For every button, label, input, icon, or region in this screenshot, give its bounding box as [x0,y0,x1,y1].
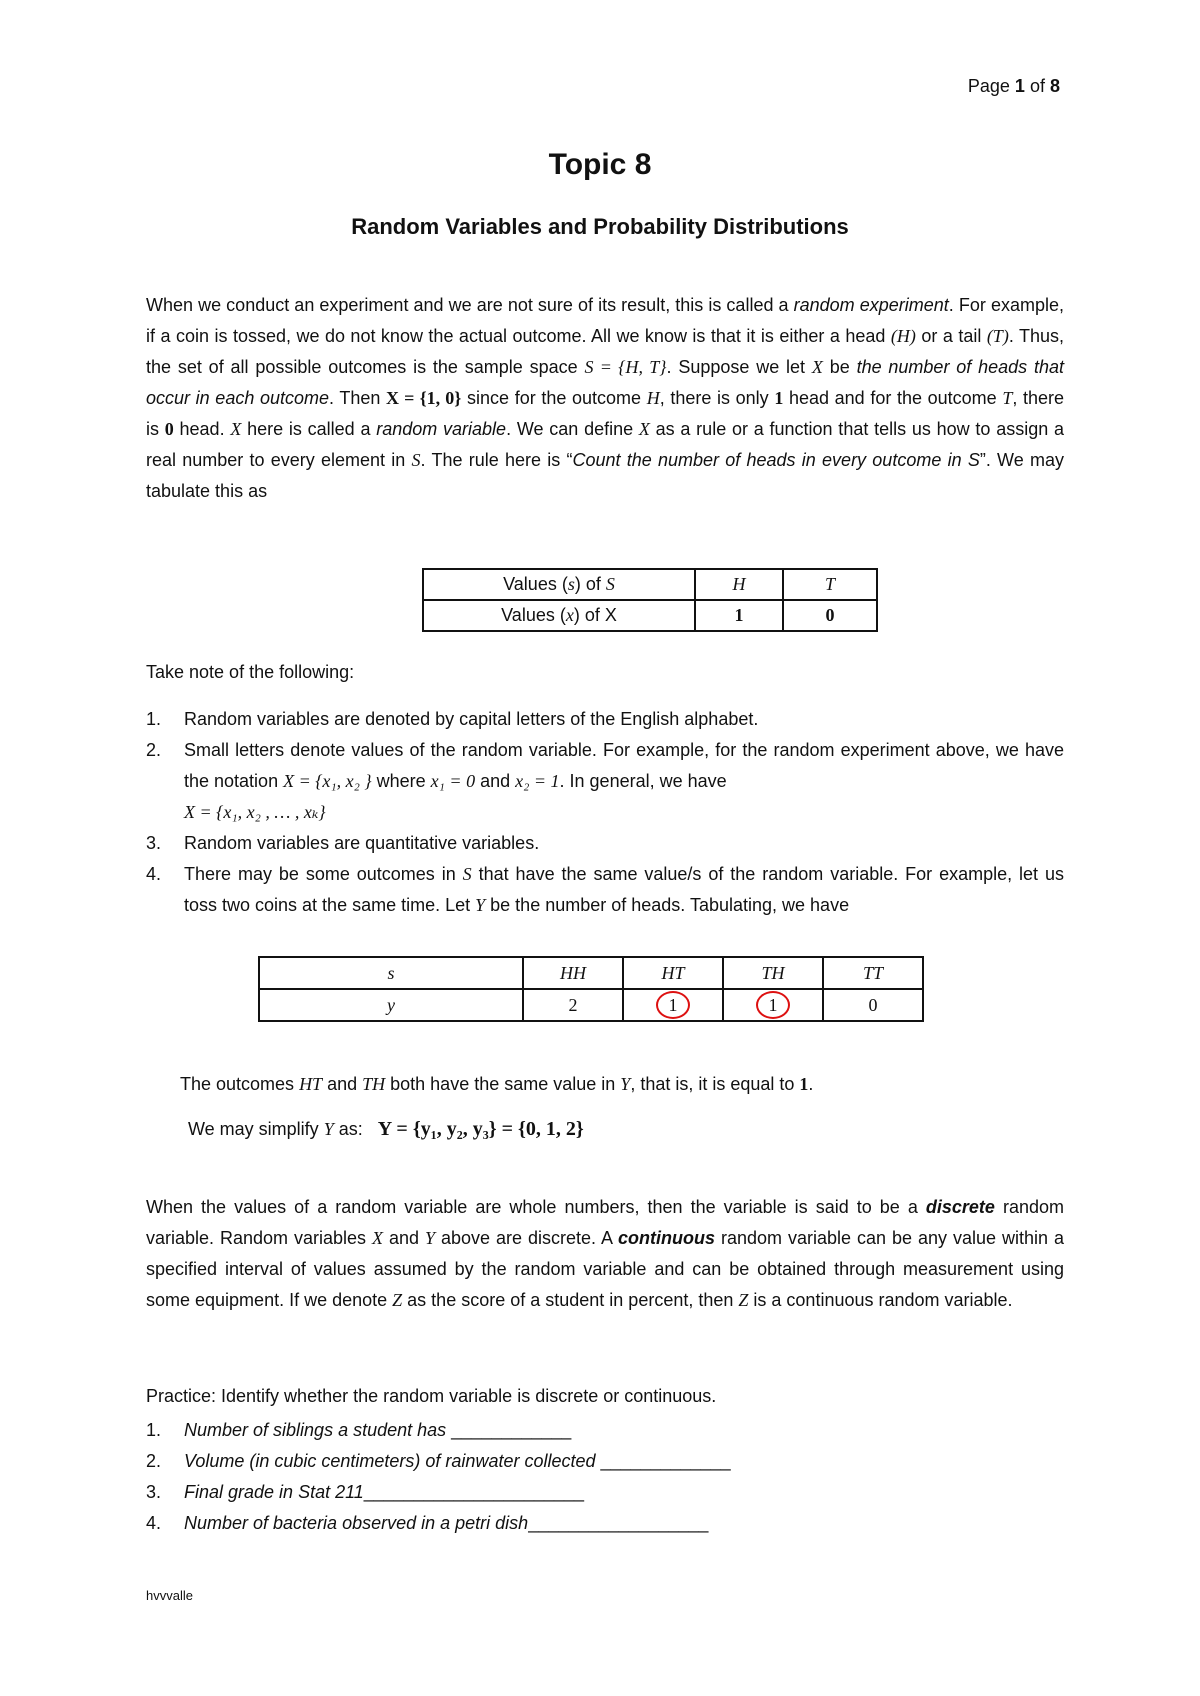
table-cell: TH [723,957,823,989]
same-value-note: The outcomes HT and TH both have the same value in Y, that is, it is equal to 1. [180,1074,814,1094]
table-cell: 2 [523,989,623,1021]
table-cell: 0 [823,989,923,1021]
list-item: 1. Random variables are denoted by capital letters of the English alphabet. [146,709,759,729]
table-cell: TT [823,957,923,989]
table-cell: 1 [695,600,783,631]
table-cell [723,989,823,1021]
table-cell: HT [623,957,723,989]
simplify-note: We may simplify Y as: Y = {y₁, y₂, y₃} = {0, 1, 2} [188,1118,584,1140]
table-row [259,989,923,1021]
answer-blank[interactable]: ____________ [451,1420,572,1440]
circled-value: 1 [756,991,790,1019]
list-item: 2. Volume (in cubic centimeters) of rainwater collected _____________ [146,1451,731,1471]
discrete-continuous-paragraph: When the values of a random variable are whole numbers, then the variable is said to be a discrete random variable. Random variables X and Y above are discrete. A continuous random variable can be any value within a specified interval of values assumed by the random variable and can be obtained through measurement using some equipment. If we denote Z as the score of a student in percent, then Z is a continuous random variable. [146,1197,1064,1310]
table-cell: s [259,957,523,989]
table-cell [623,989,723,1021]
table-cell: H [695,569,783,600]
circled-value: 1 [656,991,690,1019]
table-cell: y [259,989,523,1021]
table-row [423,569,877,600]
values-table-two-coins [258,956,924,1022]
list-item: 2. Small letters denote values of the random variable. For example, for the random experiment above, we have the notation X = {x₁, x₂ } where x₁ = 0 and x₂ = 1. In general, we have X = {x₁, x₂ , … , xₖ} [146,740,1064,822]
table-cell: HH [523,957,623,989]
page-subtitle: Random Variables and Probability Distributions [351,214,849,239]
answer-blank[interactable]: __________________ [528,1513,709,1533]
footer-author: hvvvalle [146,1588,193,1603]
page-number: Page 1 of 8 [967,76,1060,96]
list-item: 1. Number of siblings a student has ____________ [146,1420,572,1440]
answer-blank[interactable]: ______________________ [363,1482,585,1502]
values-table-single-coin [422,568,878,632]
list-item: 4. There may be some outcomes in S that have the same value/s of the random variable. For example, let us toss two coins at the same time. Let Y be the number of heads. Tabulating, we have [146,864,1064,915]
notes-list [146,704,1064,921]
practice-list [146,1415,1064,1539]
answer-blank[interactable]: _____________ [600,1451,731,1471]
list-item: 3. Final grade in Stat 211______________________ [146,1482,585,1502]
page-title: Topic 8 [548,148,652,181]
practice-heading: Practice: Identify whether the random variable is discrete or continuous. [146,1386,717,1406]
table-row [423,600,877,631]
table-cell: T [783,569,877,600]
list-item: 4. Number of bacteria observed in a petri dish__________________ [146,1513,709,1533]
intro-paragraph: When we conduct an experiment and we are not sure of its result, this is called a random experiment. For example, if a coin is tossed, we do not know the actual outcome. All we know is that it is either a head (H) or a tail (T). Thus, the set of all possible outcomes is the sample space S = {H, T}. Suppose we let X be the number of heads that occur in each outcome. Then X = {1, 0} since for the outcome H, there is only 1 head and for the outcome T, there is 0 head. X here is called a random variable. We can define X as a rule or a function that tells us how to assign a real number to every element in S. The rule here is “Count the number of heads in every outcome in S”. We may tabulate this as [146,295,1065,501]
list-item: 3. Random variables are quantitative variables. [146,833,540,853]
take-note-heading: Take note of the following: [146,662,355,682]
table-cell: Values (x) of X [423,600,695,631]
table-cell: 0 [783,600,877,631]
table-row [259,957,923,989]
table-cell: Values (s) of S [423,569,695,600]
